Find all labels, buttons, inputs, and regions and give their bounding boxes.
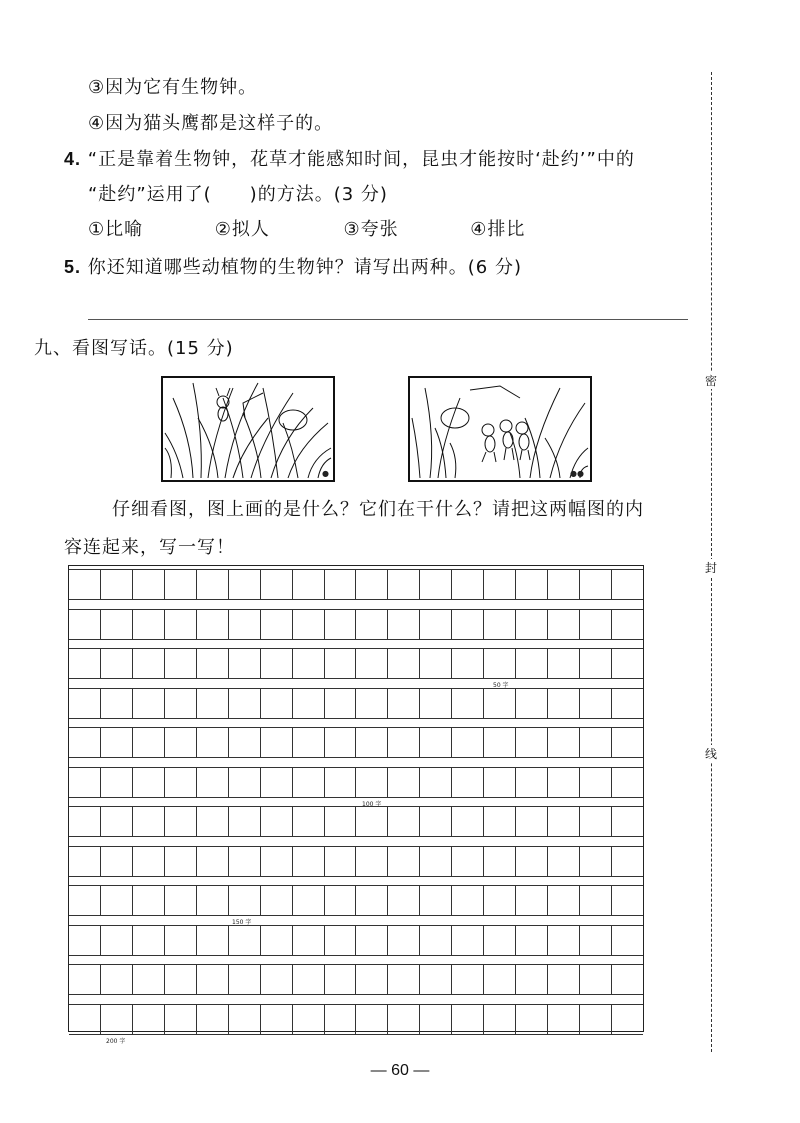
grid-cell[interactable] xyxy=(133,609,165,640)
grid-cell[interactable] xyxy=(388,806,420,837)
grid-cell[interactable] xyxy=(548,727,580,758)
grid-cell[interactable] xyxy=(580,648,612,679)
picture-2-drawing xyxy=(410,378,590,480)
grid-row xyxy=(69,569,643,600)
grid-cell[interactable] xyxy=(388,727,420,758)
grid-cell[interactable] xyxy=(388,688,420,719)
grid-row xyxy=(69,648,643,679)
grid-cell[interactable] xyxy=(580,1004,612,1035)
grid-cell[interactable] xyxy=(133,846,165,877)
grid-cell[interactable] xyxy=(484,1004,516,1035)
grid-cell[interactable] xyxy=(580,688,612,719)
grid-cell[interactable] xyxy=(165,885,197,916)
question-5 xyxy=(64,253,522,279)
grid-cell[interactable] xyxy=(197,885,229,916)
grid-cell[interactable] xyxy=(197,1004,229,1035)
grid-row xyxy=(69,885,643,916)
grid-cell[interactable] xyxy=(165,609,197,640)
grid-cell[interactable] xyxy=(325,648,357,679)
grid-cell[interactable] xyxy=(293,767,325,798)
grid-cell[interactable] xyxy=(612,964,643,995)
grid-cell[interactable] xyxy=(356,806,388,837)
grid-cell[interactable] xyxy=(101,806,133,837)
grid-cell[interactable] xyxy=(69,1004,101,1035)
grid-cell[interactable] xyxy=(325,925,357,956)
grid-row xyxy=(69,688,643,719)
grid-cell[interactable] xyxy=(69,846,101,877)
grid-cell[interactable] xyxy=(69,648,101,679)
grid-cell[interactable] xyxy=(612,727,643,758)
grid-cell[interactable] xyxy=(69,688,101,719)
grid-cell[interactable] xyxy=(197,806,229,837)
grid-cell[interactable] xyxy=(548,688,580,719)
grid-cell[interactable] xyxy=(484,846,516,877)
grid-cell[interactable] xyxy=(548,964,580,995)
grid-cell[interactable] xyxy=(452,846,484,877)
grid-cell[interactable] xyxy=(229,964,261,995)
grid-cell[interactable] xyxy=(484,925,516,956)
grid-cell[interactable] xyxy=(325,767,357,798)
grid-cell[interactable] xyxy=(165,727,197,758)
grid-cell[interactable] xyxy=(452,964,484,995)
grid-cell[interactable] xyxy=(293,1004,325,1035)
grid-cell[interactable] xyxy=(229,648,261,679)
grid-cell[interactable] xyxy=(101,727,133,758)
question-4 xyxy=(64,145,635,171)
grid-cell[interactable] xyxy=(388,885,420,916)
grid-cell[interactable] xyxy=(516,767,548,798)
grid-cell[interactable] xyxy=(197,688,229,719)
grid-cell[interactable] xyxy=(133,648,165,679)
grid-cell[interactable] xyxy=(612,609,643,640)
grid-cell[interactable] xyxy=(197,727,229,758)
grid-cell[interactable] xyxy=(420,806,452,837)
grid-cell[interactable] xyxy=(293,569,325,600)
grid-cell[interactable] xyxy=(261,767,293,798)
grid-cell[interactable] xyxy=(197,846,229,877)
grid-cell[interactable] xyxy=(420,727,452,758)
grid-cell[interactable] xyxy=(325,964,357,995)
grid-cell[interactable] xyxy=(229,846,261,877)
word-count-marker: 50 字 xyxy=(493,682,509,689)
grid-cell[interactable] xyxy=(484,609,516,640)
grid-cell[interactable] xyxy=(612,885,643,916)
word-count-marker: 100 字 xyxy=(362,800,382,808)
grid-cell[interactable] xyxy=(612,806,643,837)
grid-cell[interactable] xyxy=(420,609,452,640)
grid-cell[interactable] xyxy=(612,846,643,877)
grid-cell[interactable] xyxy=(69,806,101,837)
grid-cell[interactable] xyxy=(293,885,325,916)
grid-cell[interactable] xyxy=(612,767,643,798)
grid-cell[interactable] xyxy=(69,767,101,798)
picture-1-marker: ● xyxy=(322,469,329,478)
grid-cell[interactable] xyxy=(101,885,133,916)
grid-cell[interactable] xyxy=(516,885,548,916)
grid-cell[interactable] xyxy=(548,569,580,600)
grid-cell[interactable] xyxy=(452,688,484,719)
grid-cell[interactable] xyxy=(325,1004,357,1035)
grid-cell[interactable] xyxy=(133,569,165,600)
page-number: — 60 — xyxy=(370,1062,430,1079)
grid-cell[interactable] xyxy=(388,964,420,995)
grid-row xyxy=(69,767,643,798)
grid-cell[interactable] xyxy=(165,569,197,600)
grid-cell[interactable] xyxy=(165,767,197,798)
grid-cell[interactable] xyxy=(548,648,580,679)
grid-cell[interactable] xyxy=(69,609,101,640)
grid-cell[interactable] xyxy=(452,727,484,758)
grid-cell[interactable] xyxy=(484,688,516,719)
grid-cell[interactable] xyxy=(133,767,165,798)
grid-cell[interactable] xyxy=(388,609,420,640)
grid-cell[interactable] xyxy=(133,885,165,916)
grid-cell[interactable] xyxy=(293,846,325,877)
grid-cell[interactable] xyxy=(165,648,197,679)
picture-2-marker: ●● xyxy=(570,469,584,478)
grid-cell[interactable] xyxy=(356,767,388,798)
grid-cell[interactable] xyxy=(580,806,612,837)
grid-cell[interactable] xyxy=(165,925,197,956)
section-9-instruction-line2: 容连起来，写一写！ xyxy=(64,537,235,558)
grid-cell[interactable] xyxy=(133,1004,165,1035)
grid-cell[interactable] xyxy=(356,885,388,916)
grid-cell[interactable] xyxy=(133,806,165,837)
grid-cell[interactable] xyxy=(69,885,101,916)
grid-cell[interactable] xyxy=(388,569,420,600)
grid-cell[interactable] xyxy=(516,648,548,679)
grid-cell[interactable] xyxy=(197,569,229,600)
grid-cell[interactable] xyxy=(516,727,548,758)
grid-cell[interactable] xyxy=(229,569,261,600)
grid-cell[interactable] xyxy=(229,767,261,798)
grid-cell[interactable] xyxy=(580,727,612,758)
grid-cell[interactable] xyxy=(516,569,548,600)
grid-cell[interactable] xyxy=(165,964,197,995)
grid-cell[interactable] xyxy=(516,1004,548,1035)
q4-option-d[interactable]: ④排比 xyxy=(470,219,526,240)
grid-cell[interactable] xyxy=(293,609,325,640)
q3-option-4: ④因为猫头鹰都是这样子的。 xyxy=(88,113,334,134)
grid-cell[interactable] xyxy=(101,688,133,719)
grid-cell[interactable] xyxy=(516,925,548,956)
grid-cell[interactable] xyxy=(69,727,101,758)
writing-grid[interactable] xyxy=(68,565,644,1045)
q4-option-b[interactable]: ②拟人 xyxy=(214,219,270,240)
grid-cell[interactable] xyxy=(325,806,357,837)
grid-cell[interactable] xyxy=(261,1004,293,1035)
grid-cell[interactable] xyxy=(580,569,612,600)
grid-cell[interactable] xyxy=(101,846,133,877)
grid-cell[interactable] xyxy=(229,727,261,758)
grid-cell[interactable] xyxy=(420,846,452,877)
grid-cell[interactable] xyxy=(325,688,357,719)
grid-cell[interactable] xyxy=(420,569,452,600)
grid-cell[interactable] xyxy=(484,885,516,916)
grid-cell[interactable] xyxy=(261,806,293,837)
grid-cell[interactable] xyxy=(548,885,580,916)
question-4-text-line2: “赴约”运用了( )的方法。(3 分) xyxy=(88,184,388,205)
grid-cell[interactable] xyxy=(612,925,643,956)
grid-cell[interactable] xyxy=(101,964,133,995)
grid-cell[interactable] xyxy=(484,727,516,758)
grid-cell[interactable] xyxy=(484,569,516,600)
question-4-text-line1: “正是靠着生物钟，花草才能感知时间，昆虫才能按时‘赴约’”中的 xyxy=(87,149,635,170)
grid-row xyxy=(69,609,643,640)
grid-cell[interactable] xyxy=(452,609,484,640)
grid-row xyxy=(69,964,643,995)
grid-cell[interactable] xyxy=(420,688,452,719)
grid-cell[interactable] xyxy=(580,609,612,640)
word-count-marker: 150 字 xyxy=(232,919,252,926)
binding-char-feng: 封 xyxy=(702,559,720,576)
grid-cell[interactable] xyxy=(293,727,325,758)
grid-cell[interactable] xyxy=(388,925,420,956)
grid-cell[interactable] xyxy=(229,688,261,719)
grid-cell[interactable] xyxy=(261,688,293,719)
grid-cell[interactable] xyxy=(133,964,165,995)
grid-cell[interactable] xyxy=(197,964,229,995)
grid-cell[interactable] xyxy=(516,806,548,837)
q3-option-3: ③因为它有生物钟。 xyxy=(88,77,258,98)
grid-cell[interactable] xyxy=(356,648,388,679)
grid-cell[interactable] xyxy=(293,688,325,719)
grid-row xyxy=(69,727,643,758)
grid-cell[interactable] xyxy=(484,806,516,837)
grid-cell[interactable] xyxy=(420,648,452,679)
grid-cell[interactable] xyxy=(325,569,357,600)
grid-cell[interactable] xyxy=(293,806,325,837)
grid-cell[interactable] xyxy=(229,1004,261,1035)
grid-cell[interactable] xyxy=(325,727,357,758)
grid-cell[interactable] xyxy=(452,885,484,916)
grid-cell[interactable] xyxy=(69,964,101,995)
grid-cell[interactable] xyxy=(420,964,452,995)
grid-cell[interactable] xyxy=(197,648,229,679)
grid-cell[interactable] xyxy=(261,964,293,995)
grid-cell[interactable] xyxy=(548,925,580,956)
grid-cell[interactable] xyxy=(452,806,484,837)
grid-cell[interactable] xyxy=(356,727,388,758)
grid-cell[interactable] xyxy=(261,846,293,877)
grid-cell[interactable] xyxy=(484,964,516,995)
grid-cell[interactable] xyxy=(420,885,452,916)
grid-cell[interactable] xyxy=(580,846,612,877)
grid-cell[interactable] xyxy=(197,925,229,956)
grid-row xyxy=(69,1004,643,1035)
question-5-number: 5. xyxy=(64,257,82,277)
grid-cell[interactable] xyxy=(229,806,261,837)
binding-char-xian: 线 xyxy=(702,745,720,762)
grid-cell[interactable] xyxy=(420,767,452,798)
grid-cell[interactable] xyxy=(229,885,261,916)
grid-cell[interactable] xyxy=(548,767,580,798)
q4-option-a[interactable]: ①比喻 xyxy=(88,219,144,240)
grid-cell[interactable] xyxy=(516,688,548,719)
grid-cell[interactable] xyxy=(356,609,388,640)
grid-cell[interactable] xyxy=(261,885,293,916)
question-4-options xyxy=(88,215,525,241)
grid-row xyxy=(69,846,643,877)
grid-cell[interactable] xyxy=(261,648,293,679)
grid-cell[interactable] xyxy=(101,1004,133,1035)
grid-cell[interactable] xyxy=(420,925,452,956)
grid-cell[interactable] xyxy=(133,688,165,719)
section-9-title: 九、看图写话。(15 分) xyxy=(34,338,234,359)
grid-cell[interactable] xyxy=(69,569,101,600)
grid-cell[interactable] xyxy=(452,1004,484,1035)
grid-cell[interactable] xyxy=(165,806,197,837)
grid-cell[interactable] xyxy=(612,688,643,719)
word-count-marker: 200 字 xyxy=(106,1037,126,1045)
grid-cell[interactable] xyxy=(548,609,580,640)
binding-char-mi: 密 xyxy=(702,372,720,389)
grid-row xyxy=(69,806,643,837)
grid-cell[interactable] xyxy=(356,688,388,719)
grid-cell[interactable] xyxy=(356,846,388,877)
grid-cell[interactable] xyxy=(133,727,165,758)
grid-cell[interactable] xyxy=(580,767,612,798)
grid-cell[interactable] xyxy=(261,727,293,758)
grid-cell[interactable] xyxy=(516,964,548,995)
grid-cell[interactable] xyxy=(293,925,325,956)
grid-cell[interactable] xyxy=(101,569,133,600)
grid-cell[interactable] xyxy=(356,964,388,995)
question-4-number: 4. xyxy=(64,149,82,169)
grid-cell[interactable] xyxy=(261,925,293,956)
grid-cell[interactable] xyxy=(548,806,580,837)
grid-cell[interactable] xyxy=(452,925,484,956)
grid-cell[interactable] xyxy=(197,609,229,640)
section-9-instruction-line1: 仔细看图，图上画的是什么？它们在干什么？请把这两幅图的内 xyxy=(112,499,644,520)
grid-cell[interactable] xyxy=(229,609,261,640)
q4-option-c[interactable]: ③夸张 xyxy=(343,219,399,240)
grid-cell[interactable] xyxy=(516,609,548,640)
grid-cell[interactable] xyxy=(197,767,229,798)
grid-cell[interactable] xyxy=(580,925,612,956)
grid-cell[interactable] xyxy=(516,846,548,877)
grid-cell[interactable] xyxy=(388,1004,420,1035)
grid-cell[interactable] xyxy=(101,648,133,679)
grid-cell[interactable] xyxy=(388,767,420,798)
grid-cell[interactable] xyxy=(293,648,325,679)
grid-cell[interactable] xyxy=(612,1004,643,1035)
grid-cell[interactable] xyxy=(548,1004,580,1035)
grid-cell[interactable] xyxy=(580,885,612,916)
grid-cell[interactable] xyxy=(612,648,643,679)
grid-cell[interactable] xyxy=(356,925,388,956)
grid-cell[interactable] xyxy=(101,767,133,798)
answer-divider xyxy=(88,319,688,320)
grid-cell[interactable] xyxy=(484,767,516,798)
picture-2 xyxy=(408,376,592,482)
question-5-text: 你还知道哪些动植物的生物钟？请写出两种。(6 分) xyxy=(87,257,522,278)
grid-cell[interactable] xyxy=(452,569,484,600)
grid-cell[interactable] xyxy=(325,846,357,877)
grid-cell[interactable] xyxy=(101,609,133,640)
grid-cell[interactable] xyxy=(325,885,357,916)
grid-cell[interactable] xyxy=(356,1004,388,1035)
grid-cell[interactable] xyxy=(484,648,516,679)
grid-cell[interactable] xyxy=(165,846,197,877)
grid-cell[interactable] xyxy=(452,648,484,679)
grid-cell[interactable] xyxy=(356,569,388,600)
grid-cell[interactable] xyxy=(261,569,293,600)
grid-cell[interactable] xyxy=(69,925,101,956)
grid-cell[interactable] xyxy=(325,609,357,640)
grid-cell[interactable] xyxy=(388,648,420,679)
grid-cell[interactable] xyxy=(165,688,197,719)
grid-cell[interactable] xyxy=(101,925,133,956)
grid-cell[interactable] xyxy=(133,925,165,956)
picture-1-drawing xyxy=(163,378,333,480)
grid-cell[interactable] xyxy=(388,846,420,877)
grid-cell[interactable] xyxy=(420,1004,452,1035)
grid-cell[interactable] xyxy=(580,964,612,995)
grid-cell[interactable] xyxy=(261,609,293,640)
grid-cell[interactable] xyxy=(612,569,643,600)
picture-1 xyxy=(161,376,335,482)
grid-row xyxy=(69,925,643,956)
grid-cell[interactable] xyxy=(452,767,484,798)
grid-cell[interactable] xyxy=(165,1004,197,1035)
grid-cell[interactable] xyxy=(548,846,580,877)
grid-cell[interactable] xyxy=(229,925,261,956)
grid-cell[interactable] xyxy=(293,964,325,995)
